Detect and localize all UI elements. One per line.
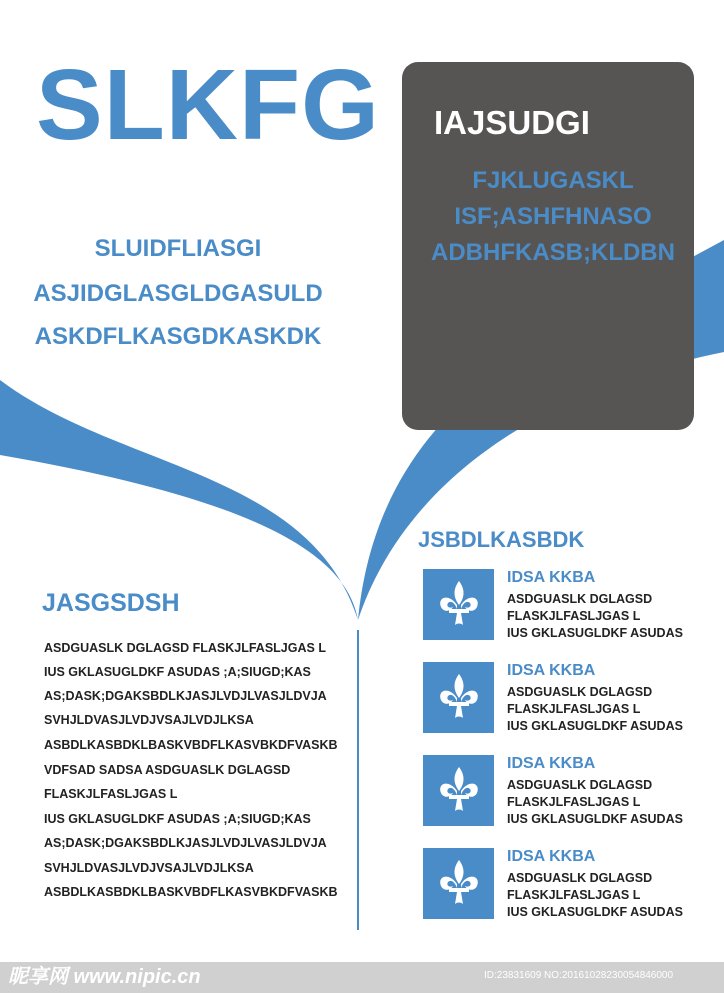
card-line: IUS GKLASUGLDKF ASUDAS (507, 626, 683, 640)
card-line: FLASKJLFASLJGAS L (507, 609, 641, 623)
body-line: FLASKJLFASLJGAS L (44, 787, 178, 801)
card-title: IDSA KKBA (507, 662, 596, 679)
subtitle-line-2: ASJIDGLASGLDGASULD (33, 280, 323, 307)
card-line: FLASKJLFASLJGAS L (507, 795, 641, 809)
body-line: VDFSAD SADSA ASDGUASLK DGLAGSD (44, 763, 291, 777)
body-line: ASBDLKASBDKLBASKVBDFLKASVBKDFVASKB (44, 885, 338, 899)
panel-title: IAJSUDGI (434, 104, 590, 141)
body-line: SVHJLDVASJLVDJVSAJLVDJLKSA (44, 713, 254, 727)
fleur-de-lis-glyph (435, 858, 483, 910)
card-line: FLASKJLFASLJGAS L (507, 702, 641, 716)
card-line: ASDGUASLK DGLAGSD (507, 871, 653, 885)
main-title: SLKFG (36, 49, 380, 161)
card-line: ASDGUASLK DGLAGSD (507, 685, 653, 699)
card-line: IUS GKLASUGLDKF ASUDAS (507, 719, 683, 733)
card-title: IDSA KKBA (507, 755, 596, 772)
body-line: AS;DASK;DGAKSBDLKJASJLVDJLVASJLDVJA (44, 836, 327, 850)
panel-line-3: ADBHFKASB;KLDBN (431, 239, 675, 266)
image-id-text: ID:23831609 NO:20161028230054846000 (484, 970, 674, 981)
fleur-de-lis-glyph (435, 672, 483, 724)
panel-line-1: FJKLUGASKL (472, 167, 634, 194)
left-swoosh (0, 380, 358, 620)
card-line: ASDGUASLK DGLAGSD (507, 592, 653, 606)
card-line: IUS GKLASUGLDKF ASUDAS (507, 905, 683, 919)
body-line: IUS GKLASUGLDKF ASUDAS ;A;SIUGD;KAS (44, 665, 311, 679)
left-section-heading: JASGSDSH (42, 589, 180, 617)
fleur-de-lis-icon (423, 662, 494, 733)
panel-line-2: ISF;ASHFHNASO (454, 203, 652, 230)
fleur-de-lis-icon (423, 569, 494, 640)
right-section-heading: JSBDLKASBDK (418, 527, 585, 552)
fleur-de-lis-glyph (435, 579, 483, 631)
subtitle-line-3: ASKDFLKASGDKASKDK (34, 323, 322, 350)
body-line: ASBDLKASBDKLBASKVBDFLKASVBKDFVASKB (44, 738, 338, 752)
card-title: IDSA KKBA (507, 848, 596, 865)
fleur-de-lis-icon (423, 755, 494, 826)
body-line: AS;DASK;DGAKSBDLKJASJLVDJLVASJLDVJA (44, 689, 327, 703)
watermark-text: 昵享网 www.nipic.cn (8, 966, 201, 988)
card-title: IDSA KKBA (507, 569, 596, 586)
body-line: IUS GKLASUGLDKF ASUDAS ;A;SIUGD;KAS (44, 812, 311, 826)
card-line: ASDGUASLK DGLAGSD (507, 778, 653, 792)
body-line: SVHJLDVASJLVDJVSAJLVDJLKSA (44, 861, 254, 875)
body-line: ASDGUASLK DGLAGSD FLASKJLFASLJGAS L (44, 641, 326, 655)
vertical-divider (357, 630, 359, 930)
fleur-de-lis-icon (423, 848, 494, 919)
fleur-de-lis-glyph (435, 765, 483, 817)
subtitle-line-1: SLUIDFLIASGI (94, 235, 262, 262)
card-line: IUS GKLASUGLDKF ASUDAS (507, 812, 683, 826)
card-line: FLASKJLFASLJGAS L (507, 888, 641, 902)
